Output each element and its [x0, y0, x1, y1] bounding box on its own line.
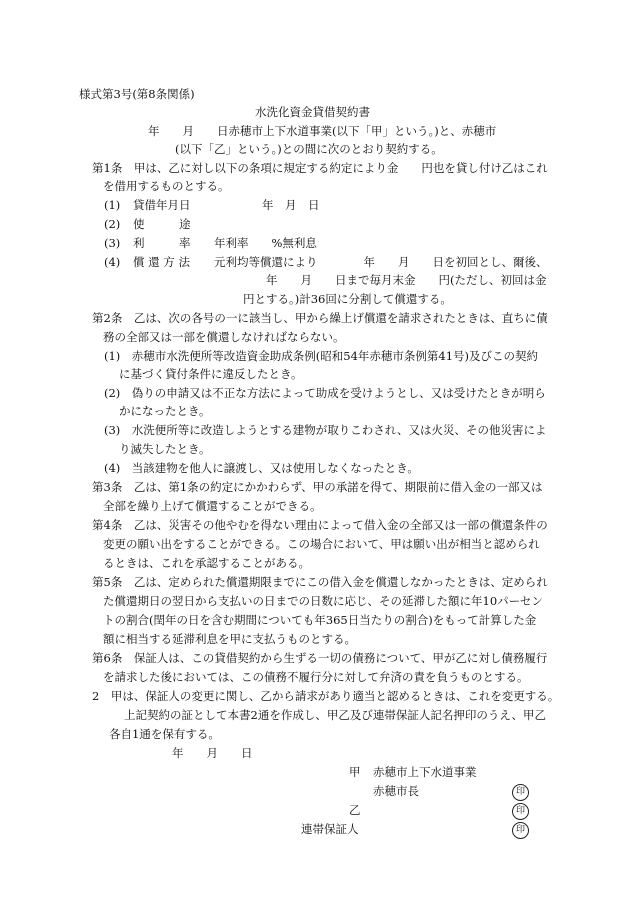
article-4-line: 第4条 乙は、災害その他やむを得ない理由によって借入金の全部又は一部の償還条件の — [92, 518, 548, 532]
article-2-line: 務の全部又は一部を償還しなければならない。 — [103, 330, 345, 344]
article-1-item-cont: 年 月 日まで毎月末金 円(ただし、初回は金 — [266, 273, 547, 287]
article-6-paragraph-2: 2 甲は、保証人の変更に関し、乙から請求があり適当と認めるときは、これを変更する。 — [92, 689, 560, 703]
article-2-item-cont: かになったとき。 — [119, 404, 211, 418]
article-1-line: を借用するものとする。 — [103, 179, 230, 193]
article-1-item-text: 年 月 日 — [262, 198, 320, 212]
intro-line: (以下「乙」という。)との間に次のとおり契約する。 — [175, 142, 443, 156]
article-4-line: 変更の願い出をすることができる。この場合において、甲は願い出が相当と認められ — [103, 537, 540, 551]
article-2-line: 第2条 乙は、次の各号の一に該当し、甲から繰上げ償還を請求されたときは、直ちに債 — [92, 311, 548, 325]
signing-date: 年 月 日 — [172, 746, 253, 760]
article-1-item-label: 貸借年月日 — [133, 198, 191, 212]
article-5-line: トの割合(閏年の日を含む期間についても年365日当たりの割合)をもって計算した金 — [103, 613, 537, 627]
article-5-line: た償還期日の翌日から支払いの日までの日数に応じ、その延滞した額に年10パーセン — [103, 594, 543, 608]
article-1-item-text: 年利率 %無利息 — [214, 236, 317, 250]
party-a-label: 甲 — [349, 765, 361, 779]
article-2-item: (4) 当該建物を他人に譲渡し、又は使用しなくなったとき。 — [104, 461, 419, 475]
article-2-item: (1) 赤穂市水洗便所等改造資金助成条例(昭和54年赤穂市条例第41号)及びこの契約 — [104, 349, 539, 363]
article-5-line: 額に相当する延滞利息を甲に支払うものとする。 — [103, 632, 356, 646]
mayor-title: 赤穂市長 — [373, 784, 419, 798]
guarantor-label: 連帯保証人 — [301, 822, 359, 836]
article-4-line: るときは、これを承認することがある。 — [103, 556, 310, 570]
article-1-item-num: (2) — [104, 217, 121, 231]
article-2-item: (2) 偽りの申請又は不正な方法によって助成を受けようとし、又は受けたときが明ら — [104, 386, 546, 400]
closing-line: 上記契約の証として本書2通を作成し、甲乙及び連帯保証人記名押印のうえ、甲乙 — [124, 708, 547, 722]
seal-mark: 印 — [512, 784, 529, 801]
article-1-item-num: (4) — [104, 255, 121, 269]
article-1-item-label: 使 途 — [133, 217, 191, 231]
party-b-label: 乙 — [349, 803, 361, 817]
article-1-item-label: 利 率 — [133, 236, 191, 250]
article-2-item: (3) 水洗便所等に改造しようとする建物が取りこわされ、又は火災、その他災害によ — [104, 423, 547, 437]
article-3-line: 第3条 乙は、第1条の約定にかかわらず、甲の承諾を得て、期限前に借入金の一部又は — [92, 480, 543, 494]
intro-line: 年 月 日赤穂市上下水道事業(以下「甲」という。)と、赤穂市 — [148, 124, 497, 138]
article-6-line: を請求した後においては、この債務不履行分に対して弁済の責を負うものとする。 — [103, 670, 529, 684]
party-a-name: 赤穂市上下水道事業 — [373, 765, 477, 779]
article-1-item-num: (1) — [104, 198, 121, 212]
article-1-item-num: (3) — [104, 236, 121, 250]
article-5-line: 第5条 乙は、定められた償還期限までにこの借入金を償還しなかったときは、定められ — [92, 575, 548, 589]
article-2-item-cont: り滅失したとき。 — [119, 442, 211, 456]
article-1-line: 第1条 甲は、乙に対し以下の条項に規定する約定により金 円也を貸し付け乙はこれ — [92, 161, 548, 175]
article-2-item-cont: に基づく貸付条件に違反したとき。 — [119, 367, 303, 381]
seal-mark: 印 — [512, 822, 529, 839]
article-1-item-label: 償 還 方 法 — [133, 255, 190, 269]
article-3-line: 全部を繰り上げて償還することができる。 — [103, 499, 322, 513]
closing-line: 各自1通を保有する。 — [109, 727, 220, 741]
article-1-item-cont: 円とする。)計36回に分割して償還する。 — [243, 292, 452, 306]
form-number: 様式第3号(第8条関係) — [79, 87, 195, 101]
contract-title: 水洗化資金貸借契約書 — [255, 105, 370, 119]
article-1-item-text: 元利均等償還により 年 月 日を初回とし、爾後、 — [214, 255, 548, 269]
article-6-line: 第6条 保証人は、この貸借契約から生ずる一切の債務について、甲が乙に対し債務履行 — [92, 651, 548, 665]
seal-mark: 印 — [512, 803, 529, 820]
